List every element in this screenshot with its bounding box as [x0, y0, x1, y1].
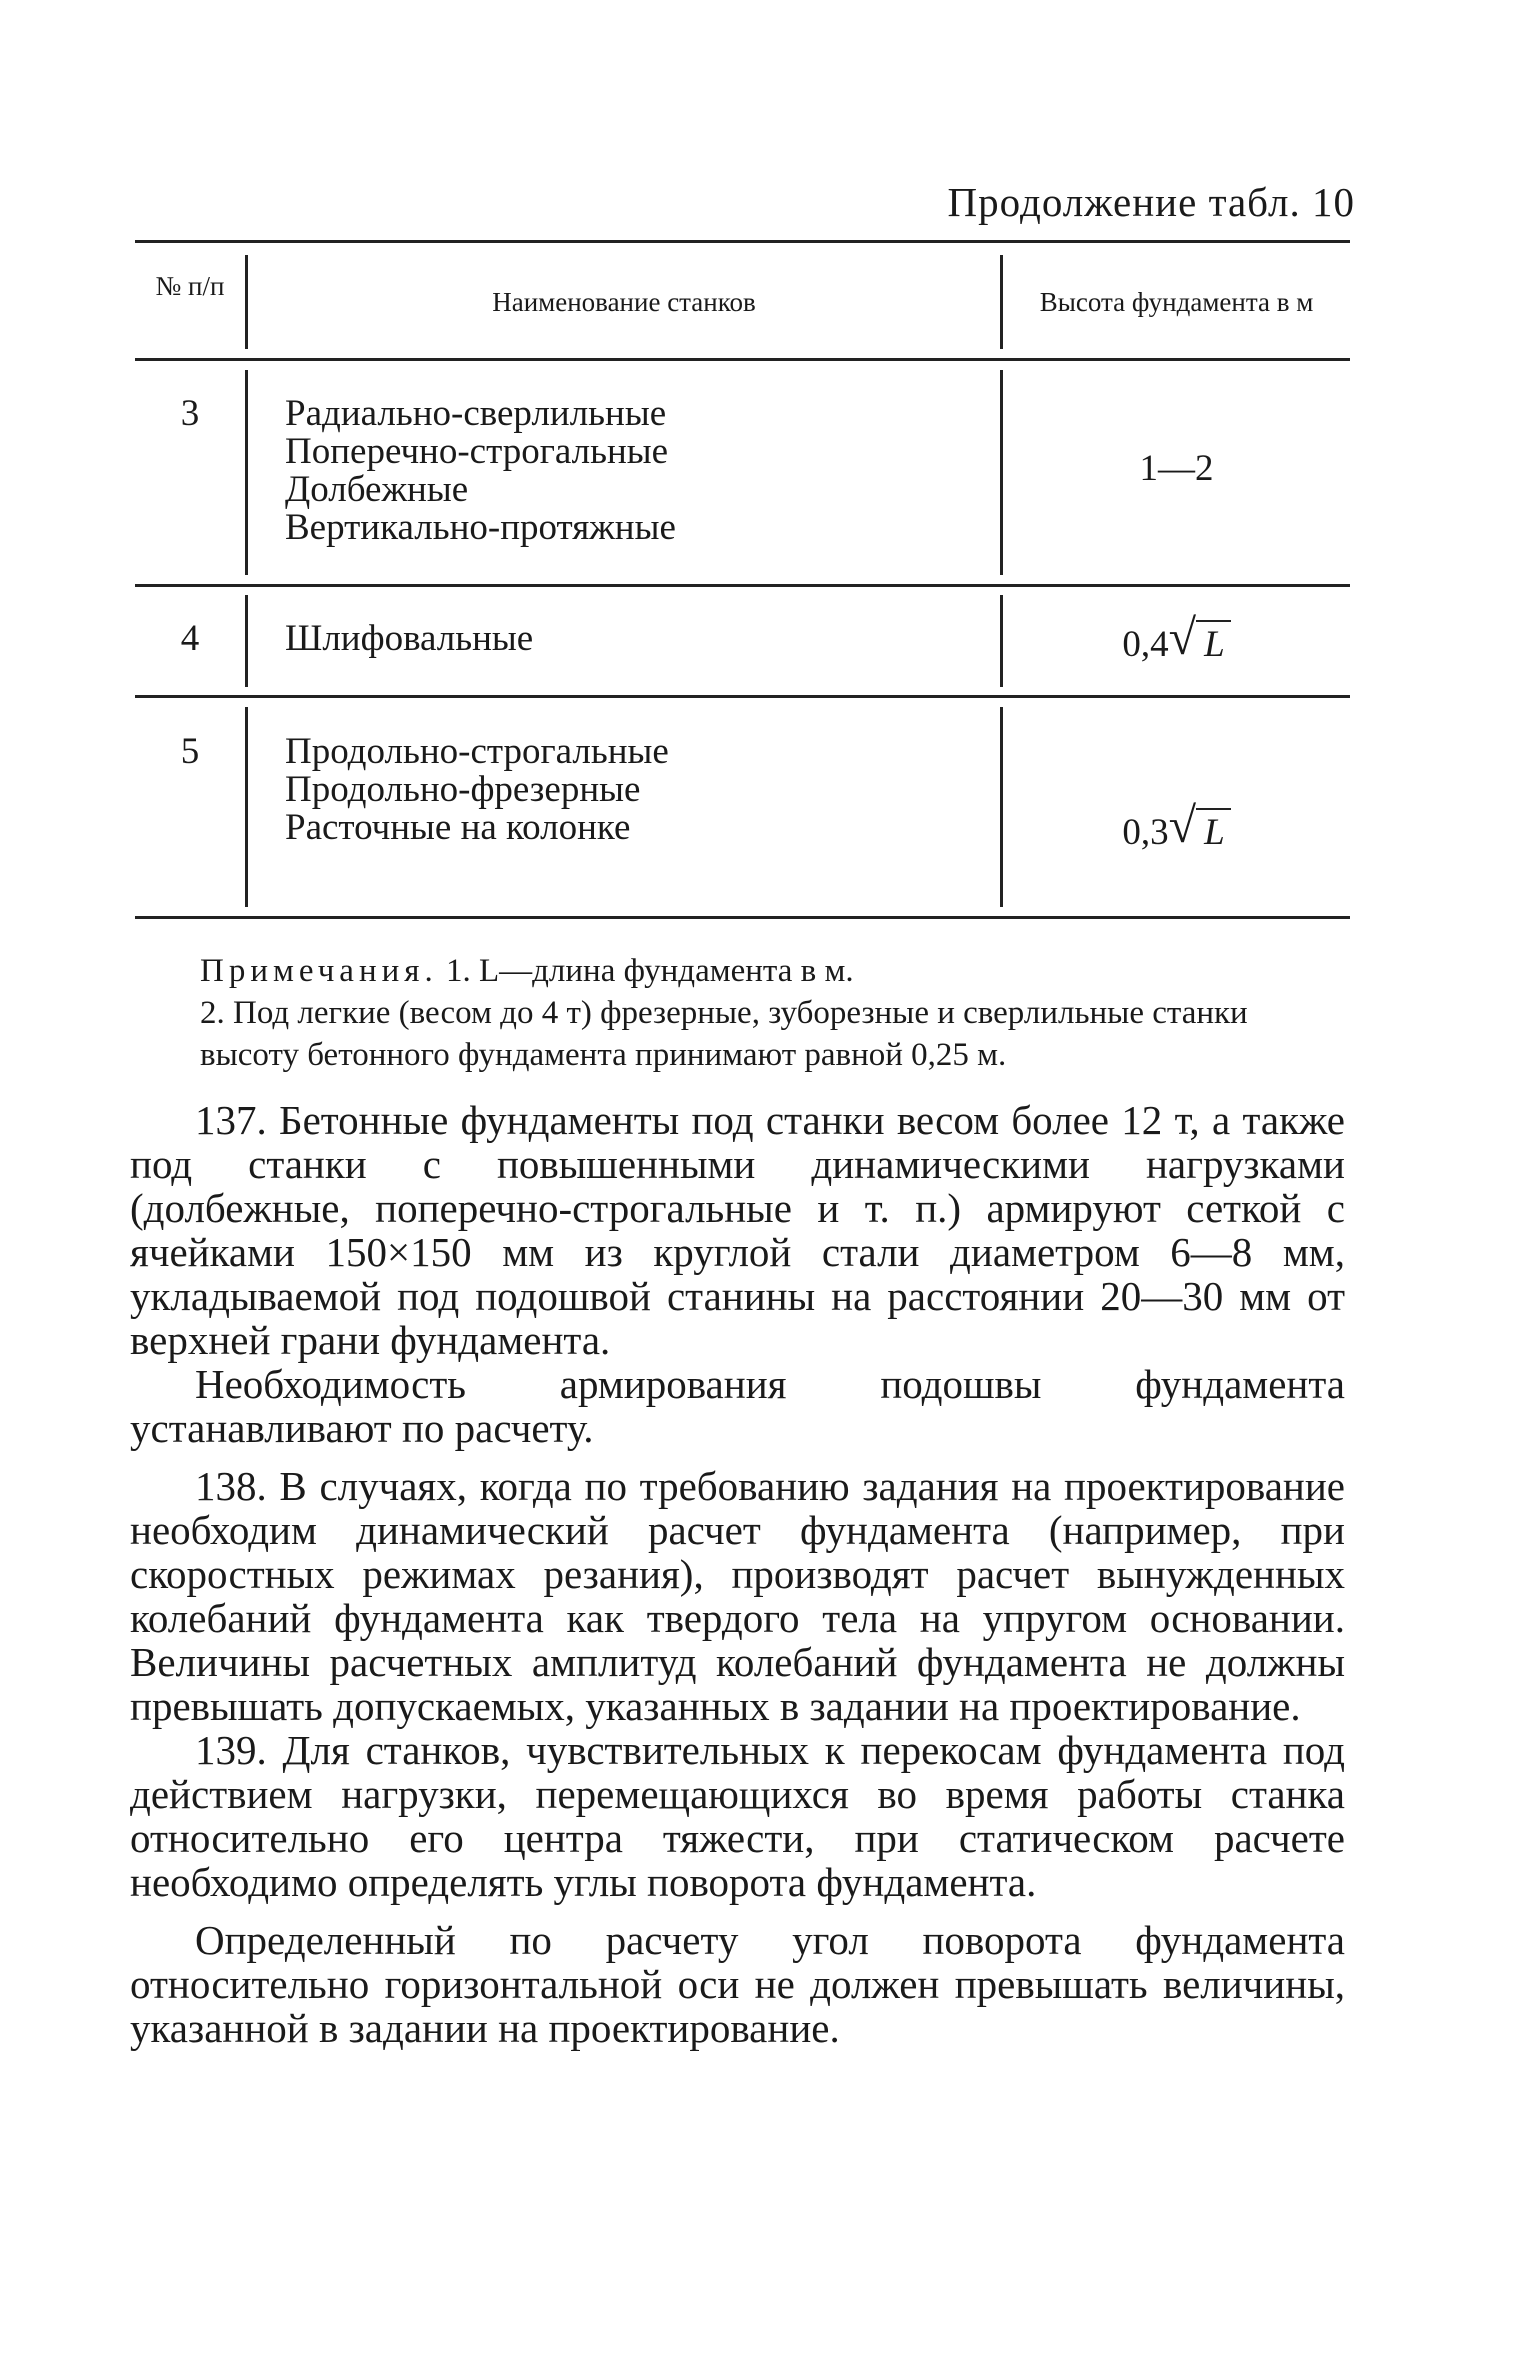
paragraph-138: 138. В случаях, когда по требованию задания на проектирование необходим динамический расчет фундамента (например, при скоростных режимах резания), производят расчет вынужденных колебаний фундамента как твердого тела на упругом основании. Величины расчетных амплитуд колебаний фундамента не должны превышать допускаемых, указанных в задании на проектирование.: [130, 1463, 1345, 1729]
paragraph-reinforcement: Необходимость армирования подошвы фундамента устанавливают по расчету.: [130, 1361, 1345, 1451]
column-divider: [245, 370, 248, 575]
table-bottom-rule: [135, 916, 1350, 919]
paragraph-139: 139. Для станков, чувствительных к перекосам фундамента под действием нагрузки, перемещающихся во время работы станка относительно его центра тяжести, при статическом расчете необходимо определять углы поворота фундамента.: [130, 1727, 1345, 1905]
column-divider: [245, 595, 248, 687]
foundation-height-table: [135, 240, 1350, 920]
machine-name: Расточные на колонке: [285, 807, 631, 848]
machine-name: Вертикально-протяжные: [285, 507, 676, 548]
body-text: [130, 1098, 1345, 2050]
table-caption: Продолжение табл. 10: [947, 179, 1355, 225]
radical-sign: √: [1168, 609, 1197, 665]
machine-name: Поперечно-строгальные: [285, 431, 669, 472]
table-top-rule: [135, 240, 1350, 243]
header-name: Наименование станков: [492, 287, 756, 317]
note-2: 2. Под легкие (весом до 4 т) фрезерные, зуборезные и сверлильные станки высоту бетонного фундамента принимают равной 0,25 м.: [200, 995, 1248, 1073]
machine-name: Продольно-строгальные: [285, 731, 669, 772]
column-divider: [245, 707, 248, 907]
header-bottom-rule: [135, 358, 1350, 361]
machine-name: Продольно-фрезерные: [285, 769, 641, 810]
table-notes: [200, 950, 1340, 1076]
paragraph-rotation-angle: Определенный по расчету угол поворота фундамента относительно горизонтальной оси не должен превышать величины, указанной в задании на проектирование.: [130, 1917, 1345, 2051]
radicand: L: [1196, 808, 1231, 853]
header-num: № п/п: [155, 271, 225, 301]
foundation-height-formula: [1003, 609, 1350, 665]
machine-name: Радиально-сверлильные: [285, 393, 667, 434]
machine-name: Долбежные: [285, 469, 469, 510]
header-height: Высота фундамента в м: [1039, 287, 1314, 317]
radical-sign: √: [1168, 797, 1197, 853]
row-rule: [135, 695, 1350, 698]
foundation-height-formula: [1003, 797, 1350, 853]
row-number: 4: [180, 618, 200, 659]
machine-names: [285, 395, 676, 547]
radicand: L: [1196, 620, 1231, 665]
coefficient: 0,4: [1122, 624, 1169, 665]
note-1: 1. L—длина фундамента в м.: [445, 953, 854, 989]
coefficient: 0,3: [1122, 812, 1169, 853]
paragraph-137: 137. Бетонные фундаменты под станки весом более 12 т, а также под станки с повышенными динамическими нагрузками (долбежные, поперечно-строгальные и т. п.) армируют сеткой с ячейками 150×150 мм из круглой стали диаметром 6—8 мм, укладываемой под подошвой станины на расстоянии 20—30 мм от верхней грани фундамента.: [130, 1097, 1345, 1363]
machine-name: Шлифовальные: [285, 618, 534, 659]
row-rule: [135, 584, 1350, 587]
row-number: 3: [180, 393, 200, 434]
row-number: 5: [180, 731, 200, 772]
notes-title: Примечания.: [200, 953, 438, 989]
machine-names: [285, 733, 669, 847]
foundation-height: 1—2: [1139, 448, 1214, 489]
column-divider: [1000, 707, 1003, 907]
